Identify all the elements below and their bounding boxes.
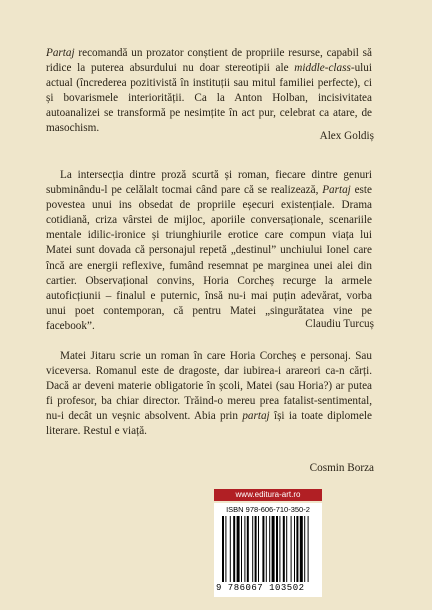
barcode-icon xyxy=(222,516,314,582)
author-signature: Claudiu Turcuș xyxy=(305,318,374,330)
barcode-label xyxy=(214,503,322,597)
author-signature: Cosmin Borza xyxy=(309,462,374,474)
barcode-number: 9 786067 103502 xyxy=(216,583,305,593)
isbn-text: ISBN 978-606-710-350-2 xyxy=(226,505,310,514)
author-signature: Alex Goldiș xyxy=(319,130,374,142)
publisher-url: www.editura-art.ro xyxy=(214,489,322,501)
blurb-alex-goldis: Partaj recomandă un prozator conștient de propriile resurse, capabil să ridice la puterea absurdului nu doar stereotipii ale middle-class-ului actual (încrederea pozitivistă în instituții sau mitul familiei perfecte), ci și bovarismele interiorității. Ca la Anton Holban, incisivitatea autoanalizei se transformă pe nesimțite în act pur, celebrat ca atare, de masochism. xyxy=(46,47,372,135)
blurb-claudiu-turcus: La intersecția dintre proză scurtă și roman, fiecare dintre genuri subminându-l pe celălalt tocmai când pare că se realizează, Partaj este povestea unui ins obsedat de propriile eșecuri existențiale. Drama cotidiană, criza vârstei de mijloc, aporiile conversaționale, scenariile mentale idilic-ironice și triunghiurile erotice care compun viața lui Matei sunt dovada că personajul repetă „destinul” unchiului Ionel care încă are energii reflexive, fumând resemnat pe marginea unei alei din cartier. Observațional convins, Horia Corcheș recurge la armele autoficțiunii – finalul e puternic, însă nu-i mai puțin adevărat, vorba unui poet contemporan, că pentru Matei „singurătatea vine pe facebook”. xyxy=(46,169,372,332)
blurb-cosmin-borza: Matei Jitaru scrie un roman în care Horia Corcheș e personaj. Sau viceversa. Romanul este de dragoste, dar iubirea-i arareori ca-n cărți. Dacă ar deveni materie obligatorie în școli, Matei (sau Horia?) ar putea fi profesor, ba chiar director. Trăind-o mereu prea fatalist-sentimental, nu-i decât un veșnic absolvent. Abia prin partaj își ia toate diplomele literare. Restul e viață. xyxy=(46,350,372,438)
